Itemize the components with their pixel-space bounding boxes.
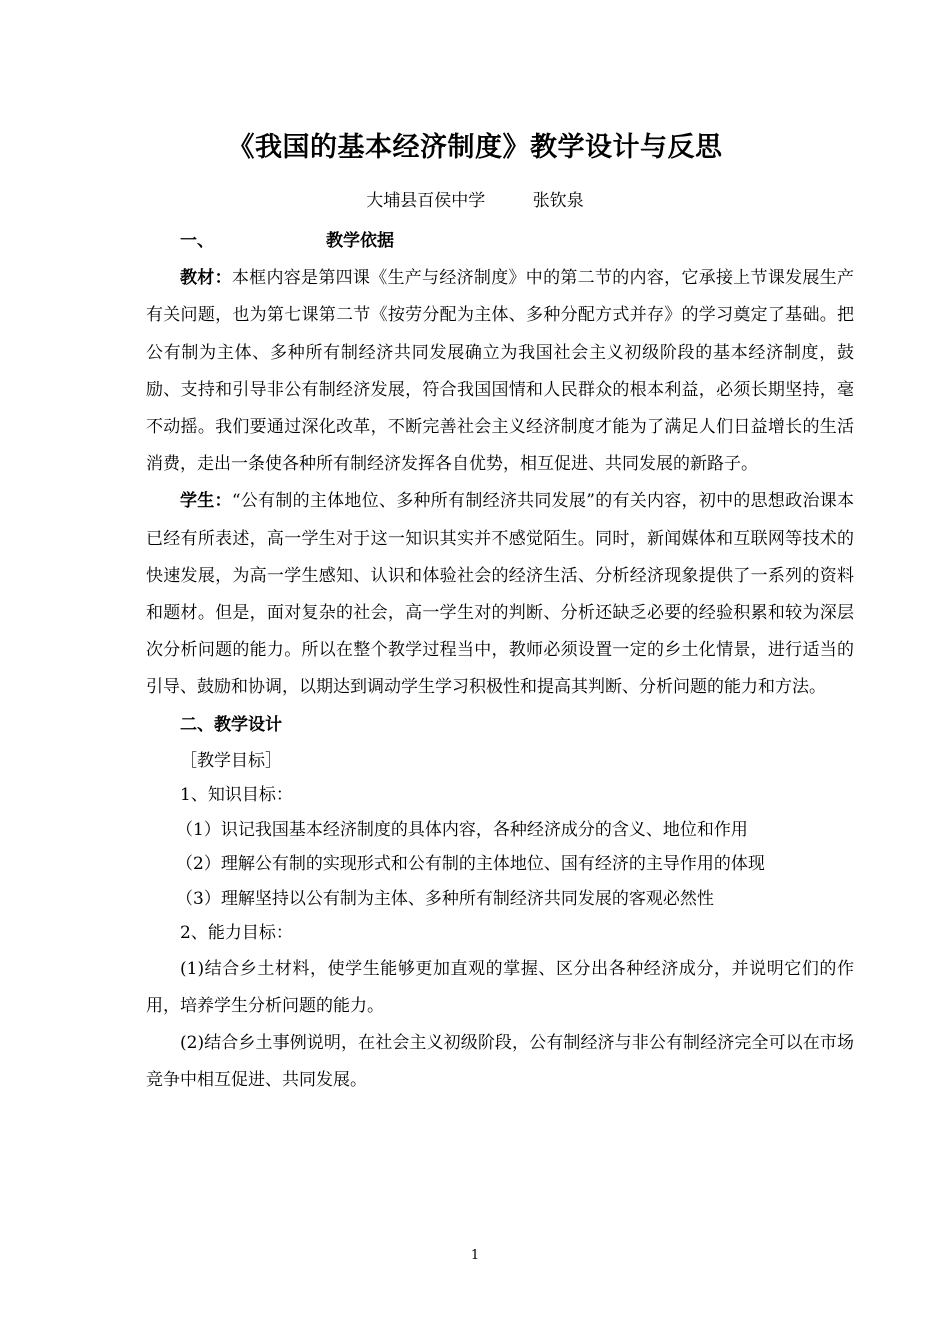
- knowledge-goal-item: （1）识记我国基本经济制度的具体内容，各种经济成分的含义、地位和作用: [176, 819, 748, 840]
- paragraph-label: 学生：: [180, 491, 232, 512]
- ability-goal-item: (2)结合乡土事例说明，在社会主义初级阶段，公有制经济与非公有制经济完全可以在市场竞争中相互促进、共同发展。: [146, 1033, 854, 1091]
- paragraph-label: 教材：: [180, 268, 232, 289]
- page-number: 1: [470, 1248, 480, 1263]
- paragraph-text: “公有制的主体地位、多种所有制经济共同发展”的有关内容，初中的思想政治课本已经有所表述，高一学生对于这一知识其实并不感觉陌生。同时，新闻媒体和互联网等技术的快速发展，为高一学生感知、认识和体验社会的经济生活、分析经济现象提供了一系列的资料和题材。但是，面对复杂的社会，高一学生对的判断、分析还缺乏必要的经验积累和较为深层次分析问题的能力。所以在整个教学过程当中，教师必须设置一定的乡土化情景，进行适当的引导、鼓励和协调，以期达到调动学生学习积极性和提高其判断、分析问题的能力和方法。: [146, 491, 855, 698]
- section-heading-basis: [146, 223, 854, 260]
- goals-heading: ［教学目标］: [180, 750, 282, 771]
- ability-goals-heading: 2、能力目标：: [180, 923, 293, 944]
- section-heading-design: 二、教学设计: [180, 714, 282, 735]
- author-school: 大埔县百侯中学: [366, 191, 486, 211]
- paragraph-students: [146, 483, 854, 706]
- ability-goal-item: (1)结合乡土材料，使学生能够更加直观的掌握、区分出各种经济成分，并说明它们的作用，培养学生分析问题的能力。: [146, 958, 854, 1017]
- section-number: 一、: [180, 231, 214, 251]
- author-line: [0, 188, 950, 214]
- knowledge-goal-item: （3）理解坚持以公有制为主体、多种所有制经济共同发展的客观必然性: [176, 888, 714, 909]
- knowledge-goal-item: （2）理解公有制的实现形式和公有制的主体地位、国有经济的主导作用的体现: [176, 854, 765, 875]
- document-title: 《我国的基本经济制度》教学设计与反思: [227, 132, 723, 163]
- author-name: 张钦泉: [532, 191, 584, 211]
- paragraph-textbook: [146, 260, 854, 483]
- document-body: [146, 223, 854, 1100]
- section-title: 教学依据: [326, 231, 394, 251]
- paragraph-text: 本框内容是第四课《生产与经济制度》中的第二节的内容，它承接上节课发展生产有关问题，也为第七课第二节《按劳分配为主体、多种分配方式并存》的学习奠定了基础。把公有制为主体、多种所有制经济共同发展确立为我国社会主义初级阶段的基本经济制度，鼓励、支持和引导非公有制经济发展，符合我国国情和人民群众的根本利益，必须长期坚持，毫不动摇。我们要通过深化改革，不断完善社会主义经济制度才能为了满足人们日益增长的生活消费，走出一条使各种所有制经济发挥各自优势，相互促进、共同发展的新路子。: [146, 268, 855, 475]
- knowledge-goals-heading: 1、知识目标：: [180, 785, 293, 806]
